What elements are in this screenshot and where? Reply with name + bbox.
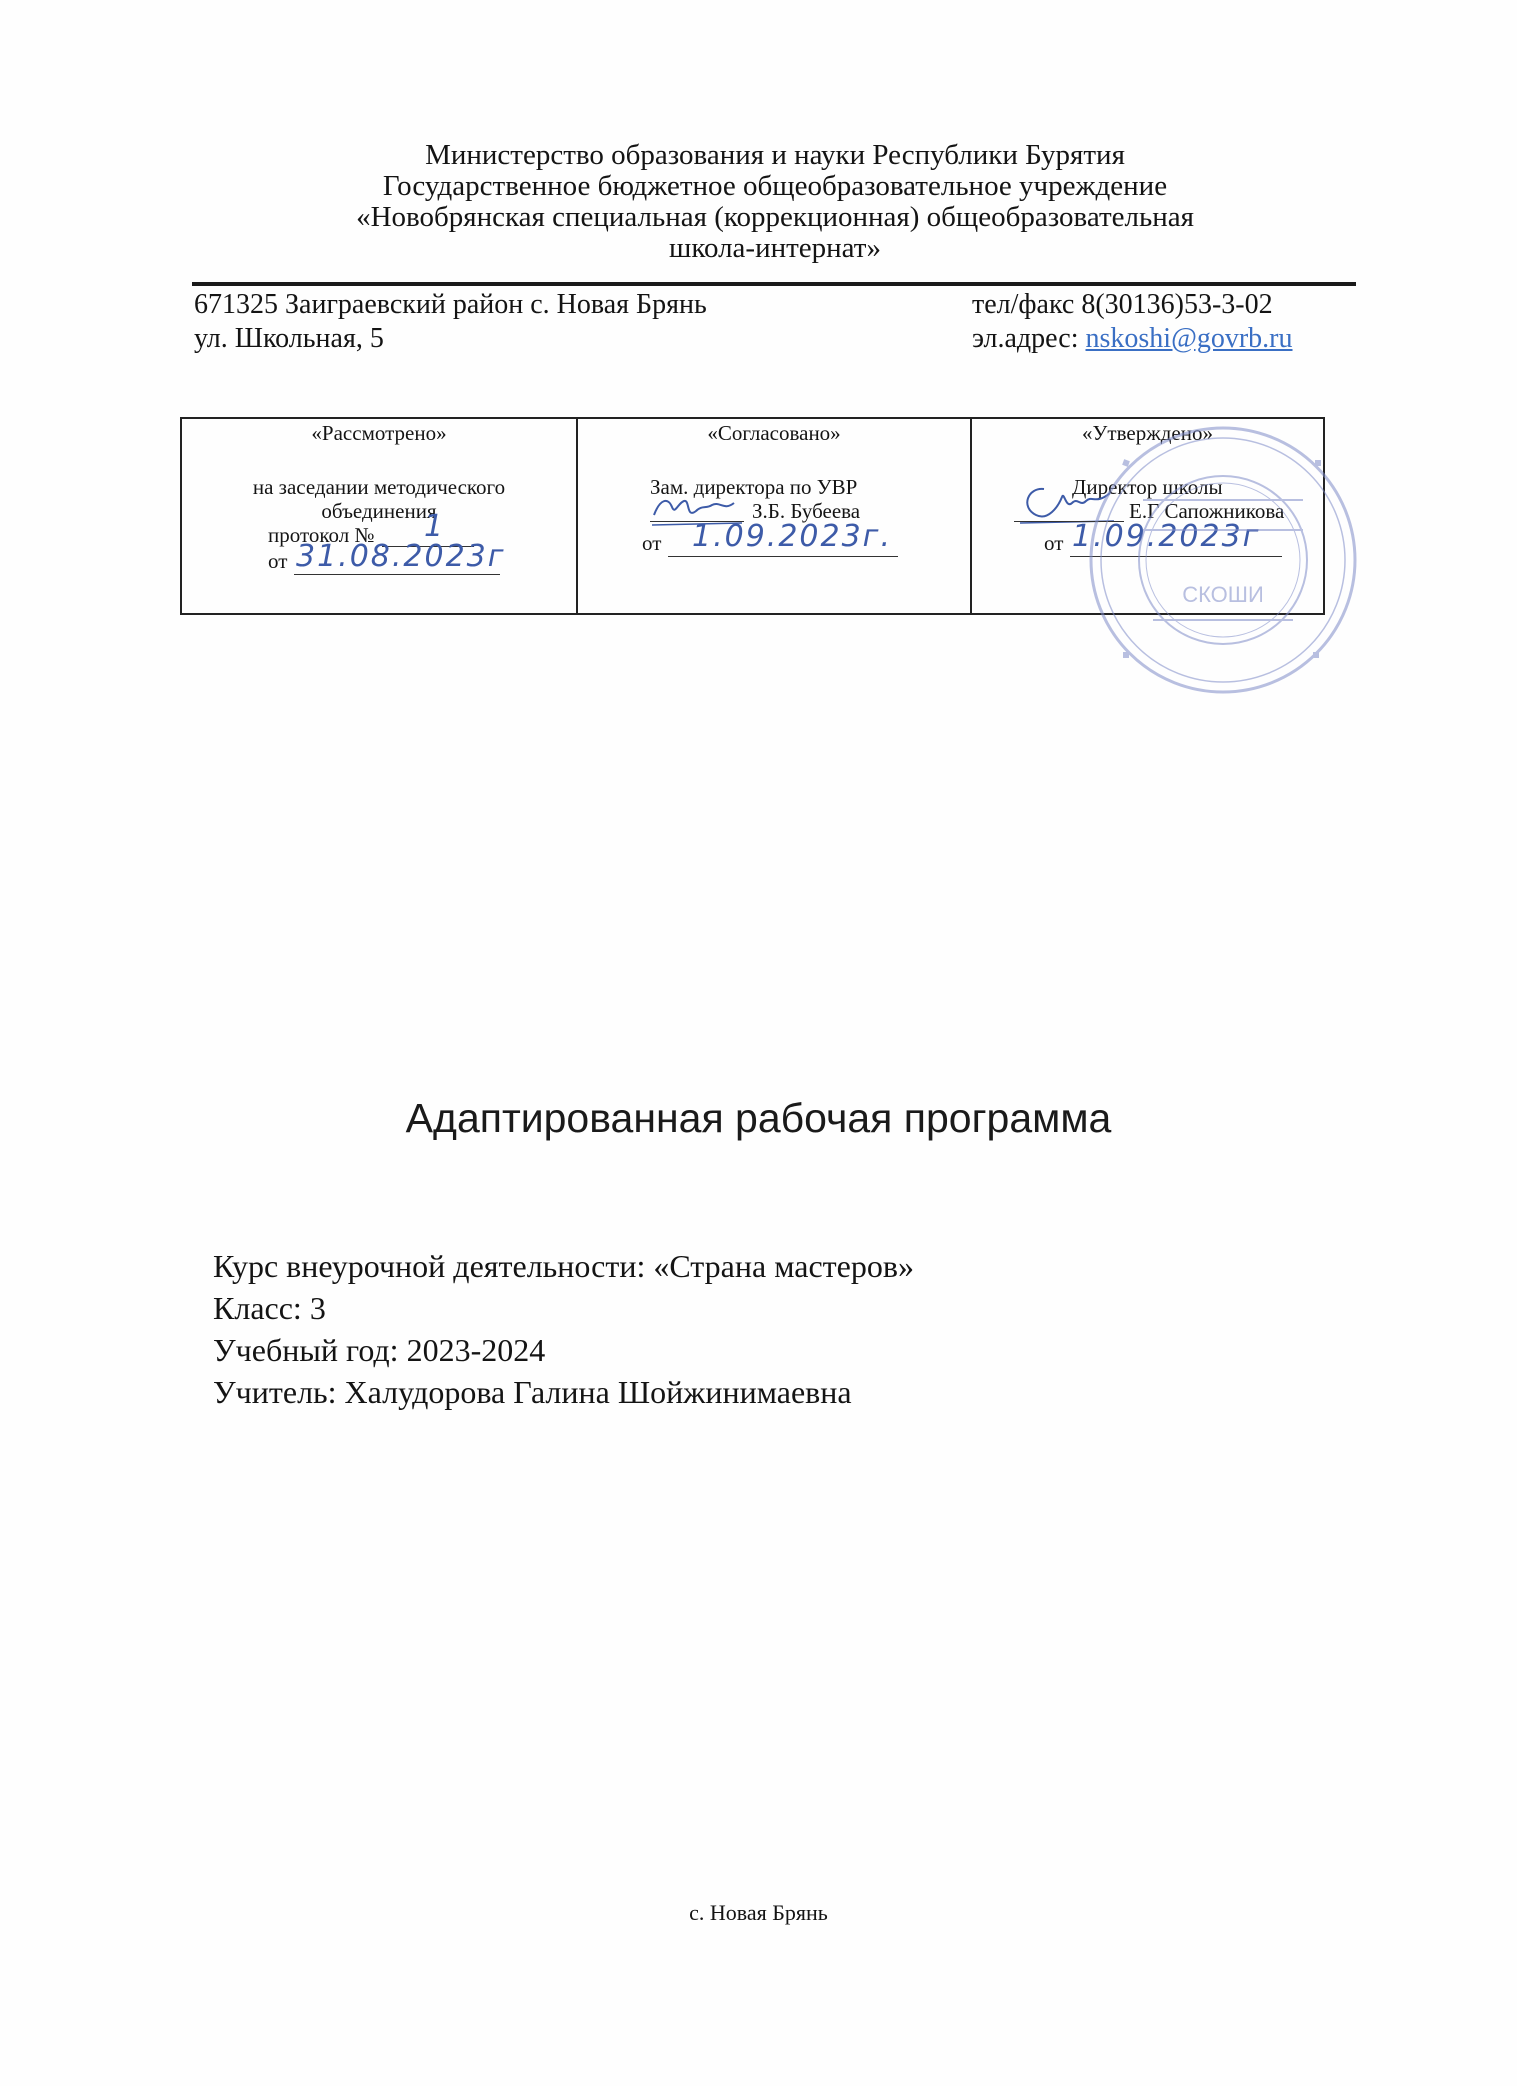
postal-address (194, 288, 707, 356)
agreed-cell (578, 419, 972, 613)
agreed-title: «Согласовано» (707, 421, 841, 445)
reviewed-date-label: от (268, 549, 288, 573)
reviewed-date-line (294, 574, 500, 575)
place-of-issue: с. Новая Брянь (689, 1900, 828, 1925)
grade-line: Класс: 3 (213, 1290, 326, 1326)
agreed-name: З.Б. Бубеева (752, 499, 861, 523)
approved-name: Е.Г Сапожникова (1129, 499, 1285, 523)
email-line (972, 322, 1293, 356)
address-line-2: ул. Школьная, 5 (194, 323, 384, 354)
institution-type-line: Государственное бюджетное общеобразовательное учреждение (382, 170, 1168, 202)
document-header (190, 140, 1360, 264)
agreed-position: Зам. директора по УВР (650, 475, 858, 499)
approved-title: «Утверждено» (1082, 421, 1213, 445)
approved-date-label: от (1044, 531, 1064, 555)
school-year-line: Учебный год: 2023-2024 (213, 1332, 546, 1368)
reviewed-title: «Рассмотрено» (311, 421, 447, 445)
document-title: Адаптированная рабочая программа (405, 1095, 1112, 1141)
institution-name-line-2: школа-интернат» (669, 232, 881, 264)
address-line-1: 671325 Заиграевский район с. Новая Брянь (194, 289, 707, 320)
protocol-label: протокол № (268, 523, 375, 547)
agreed-date: 1.09.2023г. (692, 519, 892, 554)
course-line: Курс внеурочной деятельности: «Страна мастеров» (213, 1248, 914, 1284)
email-link[interactable]: nskoshi@govrb.ru (1085, 323, 1293, 354)
reviewed-cell (182, 419, 578, 613)
reviewed-body-line-2: объединения (321, 499, 437, 523)
teacher-line: Учитель: Халудорова Галина Шойжинимаевна (213, 1374, 852, 1410)
approved-date: 1.09.2023г (1072, 519, 1261, 554)
reviewed-date: 31.08.2023г (296, 539, 506, 574)
header-divider (192, 282, 1356, 286)
official-stamp (1083, 420, 1363, 700)
phone-fax: тел/факс 8(30136)53-3-02 (972, 289, 1273, 320)
ministry-line: Министерство образования и науки Республики Бурятия (425, 139, 1125, 171)
agreed-date-label: от (642, 531, 662, 555)
program-details (213, 1245, 914, 1413)
contact-info (972, 288, 1293, 356)
protocol-number: 1 (424, 509, 446, 544)
institution-name-line: «Новобрянская специальная (коррекционная) общеобразовательная (356, 201, 1194, 233)
agreed-date-line (668, 556, 898, 557)
email-label: эл.адрес: (972, 323, 1086, 354)
approved-position: Директор школы (1072, 475, 1223, 499)
reviewed-body-line-1: на заседании методического (252, 475, 506, 499)
stamp-center-text: СКОШИ (1182, 582, 1264, 607)
